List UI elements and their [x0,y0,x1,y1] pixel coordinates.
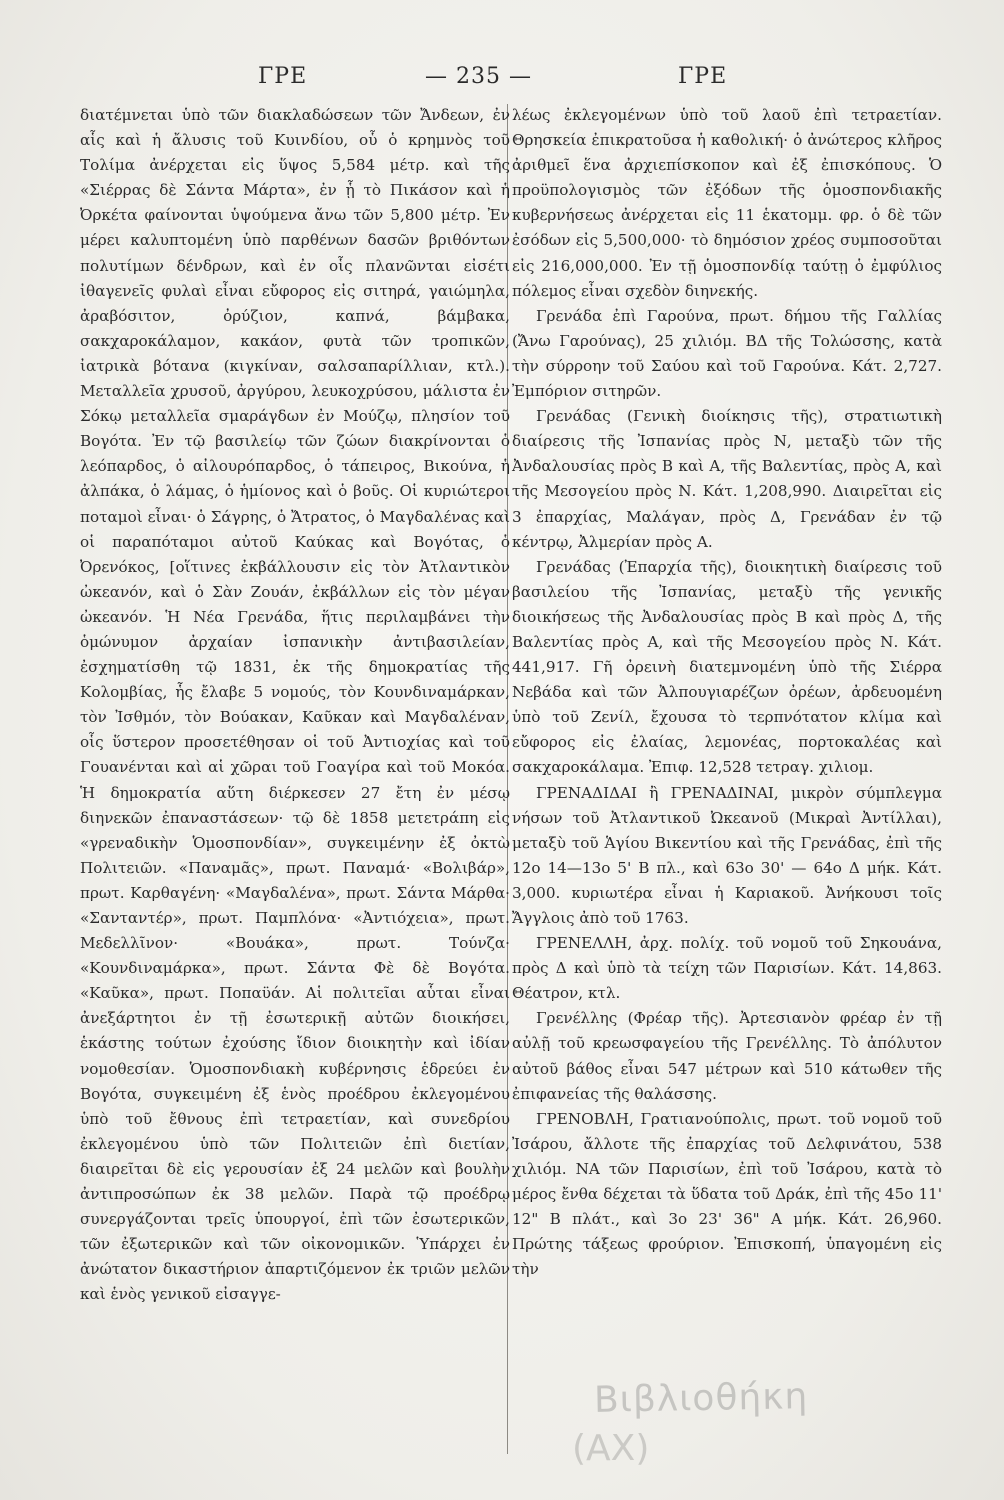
library-watermark-secondary: (ΑΧ) [572,1428,650,1469]
right-column [512,103,942,1282]
entry-paragraph: λέως ἐκλεγομένων ὑπὸ τοῦ λαοῦ ἐπὶ τετραετίαν. Θρησκεία ἐπικρατοῦσα ἡ καθολική· ὁ ἀνώτερος κλῆρος ἀριθμεῖ ἕνα ἀρχιεπίσκοπον καὶ ἐξ ἐπισκόπους. Ὁ προϋπολογισμὸς τῶν ἐξόδων τῆς ὁμοσπονδιακῆς κυβερνήσεως ἀνέρχεται εἰς 11 ἑκατομμ. φρ. ὁ δὲ τῶν ἐσόδων εἰς 5,500,000· τὸ δημόσιον χρέος συμποσοῦται εἰς 216,000,000. Ἐν τῇ ὁμοσπονδίᾳ ταύτῃ ὁ ἐμφύλιος πόλεμος εἶναι σχεδὸν διηνεκής. [512,106,942,300]
header-right-keyword: ΓΡΕ [678,64,728,89]
entry-grenelle-well: Γρενέλλης (Φρέαρ τῆς). Ἀρτεσιανὸν φρέαρ ἐν τῇ αὐλῇ τοῦ κρεωσφαγείου τῆς Γρενέλλης. Τὸ ἀπόλυτον αὐτοῦ βάθος εἶναι 547 μέτρων καὶ 510 κάτωθεν τῆς ἐπιφανείας τῆς θαλάσσης. [512,1009,942,1103]
entry-grenadines: ΓΡΕΝΑΔΙΔΑΙ ἢ ΓΡΕΝΑΔΙΝΑΙ, μικρὸν σύμπλεγμα νήσων τοῦ Ἀτλαντικοῦ Ὠκεανοῦ (Μικραὶ Ἀντίλλαι), μεταξὺ τοῦ Ἁγίου Βικεντίου καὶ τῆς Γρενάδας, ἐπὶ τῆς 12ο 14—13ο 5' Β πλ., καὶ 63ο 30' — 64ο Δ μήκ. Κάτ. 3,000. κυριωτέρα εἶναι ἡ Καριακοῦ. Ἀνήκουσι τοῖς Ἄγγλοις ἀπὸ τοῦ 1763. [512,783,942,927]
left-column-paragraph: διατέμνεται ὑπὸ τῶν διακλαδώσεων τῶν Ἄνδεων, ἐν αἷς καὶ ἡ ἄλυσις τοῦ Κυινδίου, οὗ ὁ κρημνὸς τοῦ Τολίμα ἀνέρχεται εἰς ὕψος 5,584 μέτρ. καὶ τῆς «Σιέρρας δὲ Σάντα Μάρτα», ἐν ᾗ τὸ Πικάσον καὶ ἡ Ὀρκέτα φαίνονται ὑψούμενα ἄνω τῶν 5,800 μέτρ. Ἐν μέρει καλυπτομένη ὑπὸ παρθένων δασῶν βριθόντων πολυτίμων δένδρων, καὶ ἐν οἷς πλανῶνται εἰσέτι ἰθαγενεῖς φυλαὶ εἶναι εὔφορος εἰς σιτηρά, γαιώμηλα, ἀραβόσιτον, ὀρύζιον, καπνά, βάμβακα, σακχαροκάλαμον, κακάον, φυτὰ τῶν τροπικῶν, ἰατρικὰ βότανα (κιγκίναν, σαλσαπαρίλλιαν, κτλ.). Μεταλλεῖα χρυσοῦ, ἀργύρου, λευκοχρύσου, μάλιστα ἐν Σόκῳ μεταλλεῖα σμαράγδων ἐν Μούζῳ, πλησίον τοῦ Βογότα. Ἐν τῷ βασιλείῳ τῶν ζώων διακρίνονται ὁ λεόπαρδος, ὁ αἰλουρόπαρδος, ὁ τάπειρος, Βικούνα, ἡ ἀλπάκα, ὁ λάμας, ὁ ἡμίονος καὶ ὁ βοῦς. Οἱ κυριώτεροι ποταμοὶ εἶναι· ὁ Σάγρης, ὁ Ἄτρατος, ὁ Μαγδαλένας καὶ οἱ παραπόταμοι αὐτοῦ Καύκας καὶ Βογότας, ὁ Ὀρενόκος, [οἵτινες ἐκβάλλουσιν εἰς τὸν Ἀτλαντικὸν ὠκεανόν, καὶ ὁ Σὰν Ζουάν, ἐκβάλλων εἰς τὸν μέγαν ὠκεανόν. Ἡ Νέα Γρενάδα, ἥτις περιλαμβάνει τὴν ὁμώνυμον ἀρχαίαν ἰσπανικὴν ἀντιβασιλείαν, ἐσχηματίσθη τῷ 1831, ἐκ τῆς δημοκρατίας τῆς Κολομβίας, ἧς ἔλαβε 5 νομούς, τὸν Κουνδιναμάρκαν, τὸν Ἰσθμόν, τὸν Βούακαν, Καῦκαν καὶ Μαγδαλέναν, οἷς ὕστερον προσετέθησαν οἱ τοῦ Ἀντιοχίας καὶ τοῦ Γουανένται καὶ αἱ χῶραι τοῦ Γοαγίρα καὶ τοῦ Μοκόα. Ἡ δημοκρατία αὕτη διέρκεσεν 27 ἔτη ἐν μέσῳ διηνεκῶν ἐπαναστάσεων· τῷ δὲ 1858 μετετράπη εἰς «γρεναδικὴν Ὁμοσπονδίαν», συγκειμένην ἐξ ὀκτὼ Πολιτειῶν. «Παναμᾶς», πρωτ. Παναμά· «Βολιβάρ», πρωτ. Καρθαγένη· «Μαγδαλένα», πρωτ. Σάντα Μάρθα· «Σανταντέρ», πρωτ. Παμπλόνα· «Ἀντιόχεια», πρωτ. Μεδελλῖνον· «Βουάκα», πρωτ. Τούνζα· «Κουνδιναμάρκα», πρωτ. Σάντα Φὲ δὲ Βογότα. «Καῦκα», πρωτ. Ποπαϋάν. Αἱ πολιτεῖαι αὗται εἶναι ἀνεξάρτητοι ἐν τῇ ἐσωτερικῇ αὐτῶν διοικήσει, ἑκάστης τούτων ἐχούσης ἴδιον διοικητὴν καὶ ἰδίαν νομοθεσίαν. Ὁμοσπονδιακὴ κυβέρνησις ἑδρεύει ἐν Βογότα, συγκειμένη ἐξ ἑνὸς προέδρου ἐκλεγομένου ὑπὸ τοῦ ἔθνους ἐπὶ τετραετίαν, καὶ συνεδρίου ἐκλεγομένου ὑπὸ τῶν Πολιτειῶν ἐπὶ διετίαν, διαιρεῖται δὲ εἰς γερουσίαν ἐξ 24 μελῶν καὶ βουλὴν ἀντιπροσώπων ἐκ 38 μελῶν. Παρὰ τῷ προέδρῳ συνεργάζονται τρεῖς ὑπουργοί, ἐπὶ τῶν ἐσωτερικῶν, τῶν ἐξωτερικῶν καὶ τῶν οἰκονομικῶν. Ὑπάρχει ἐν ἀνώτατον δικαστήριον ἀπαρτιζόμενον ἐκ τριῶν μελῶν καὶ ἑνὸς γενικοῦ εἰσαγγε- [80,106,510,1304]
entry-grenade-garonne: Γρενάδα ἐπὶ Γαρούνα, πρωτ. δήμου τῆς Γαλλίας (Ἄνω Γαρούνας), 25 χιλιόμ. ΒΔ τῆς Τολώσσης, κατὰ τὴν σύρροην τοῦ Σαύου καὶ τοῦ Γαρούνα. Κάτ. 2,727. Ἐμπόριον σιτηρῶν. [512,306,942,401]
entry-grenoble: ΓΡΕΝΟΒΛΗ, Γρατιανούπολις, πρωτ. τοῦ νομοῦ τοῦ Ἰσάρου, ἄλλοτε τῆς ἐπαρχίας τοῦ Δελφινάτου, 538 χιλιόμ. ΝΑ τῶν Παρισίων, ἐπὶ τοῦ Ἰσάρου, κατὰ τὸ μέρος ἔνθα δέχεται τὰ ὕδατα τοῦ Δράκ, ἐπὶ τῆς 45ο 11' 12" Β πλάτ., καὶ 3ο 23' 36" Α μήκ. Κάτ. 26,960. Πρώτης τάξεως φρούριον. Ἐπισκοπή, ὑπαγομένη εἰς τὴν [512,1109,942,1279]
entry-granada-province: Γρενάδας (Ἐπαρχία τῆς), διοικητικὴ διαίρεσις τοῦ βασιλείου τῆς Ἰσπανίας, μεταξὺ τῆς γενικῆς διοικήσεως τῆς Ἀνδαλουσίας πρὸς Β καὶ πρὸς Δ, τῆς Βαλεντίας πρὸς Α, καὶ τῆς Μεσογείου πρὸς Ν. Κάτ. 441,917. Γῆ ὀρεινὴ διατεμνομένη ὑπὸ τῆς Σιέρρα Νεβάδα καὶ τῶν Ἀλπουγιαρέζων ὀρέων, ἀρδευομένη ὑπὸ τοῦ Ζενίλ, ἔχουσα τὸ τερπνότατον κλίμα καὶ εὔφορος εἰς ἐλαίας, λεμονέας, πορτοκαλέας καὶ σακχαροκάλαμα. Ἐπιφ. 12,528 τετραγ. χιλιομ. [512,557,942,777]
left-column [80,103,510,1308]
page-header [80,64,940,94]
header-left-keyword: ΓΡΕ [258,64,308,89]
entry-grenelle: ΓΡΕΝΕΛΛΗ, ἀρχ. πολίχ. τοῦ νομοῦ τοῦ Σηκουάνα, πρὸς Δ καὶ ὑπὸ τὰ τείχη τῶν Παρισίων. Κάτ. 14,863. Θέατρον, κτλ. [512,934,942,1003]
page-number: — 235 — [425,64,532,89]
library-watermark: Βιβλιοθήκη [593,1376,809,1421]
entry-granada-general: Γρενάδας (Γενικὴ διοίκησις τῆς), στρατιωτικὴ διαίρεσις τῆς Ἰσπανίας πρὸς Ν, μεταξὺ τῶν τῆς Ἀνδαλουσίας πρὸς Β καὶ Α, τῆς Βαλεντίας, πρὸς Α, καὶ τῆς Μεσογείου πρὸς Ν. Κάτ. 1,208,990. Διαιρεῖται εἰς 3 ἐπαρχίας, Μαλάγαν, πρὸς Δ, Γρενάδαν ἐν τῷ κέντρῳ, Ἀλμερίαν πρὸς Α. [512,407,942,551]
